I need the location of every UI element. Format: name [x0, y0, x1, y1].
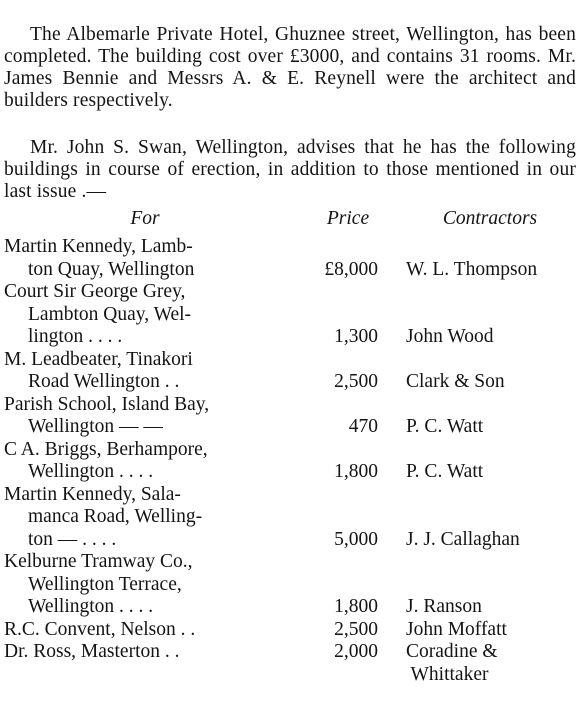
building-name-line: manca Road, Welling-: [28, 506, 203, 527]
building-name-line: Lambton Quay, Wel-: [28, 303, 192, 325]
building-name-line: Wellington . . . .: [28, 461, 154, 482]
header-for: For: [130, 208, 160, 229]
building-name-line: M. Leadbeater, Tinakori: [4, 348, 193, 370]
building-name-line: Wellington . . . .: [28, 596, 154, 617]
building-name: [4, 281, 294, 349]
contractor-name: John Wood: [406, 326, 494, 347]
contractor-name: Coradine & Whittaker: [406, 641, 498, 685]
building-name-line: Kelburne Tramway Co.,: [4, 551, 193, 572]
contractor-name: John Moffatt: [406, 618, 507, 640]
building-name: [4, 439, 294, 484]
building-name: [4, 484, 294, 552]
price-value: 1,300: [334, 326, 378, 347]
building-name: [4, 619, 294, 642]
building-name: [4, 551, 294, 619]
building-name-line: Parish School, Island Bay,: [4, 393, 210, 415]
contractor-name: J. J. Callaghan: [406, 528, 520, 550]
price-value: 2,000: [334, 641, 378, 662]
building-name-line: Wellington Terrace,: [28, 573, 182, 595]
building-name-line: lington . . . .: [28, 326, 123, 347]
price-value: 5,000: [334, 528, 378, 550]
contractor-name: P. C. Watt: [406, 461, 484, 482]
building-name-line: Martin Kennedy, Sala-: [4, 483, 181, 505]
building-name-line: ton — . . . .: [28, 528, 117, 550]
building-name-line: C A. Briggs, Berhampore,: [4, 438, 208, 460]
contractor-name: W. L. Thompson: [406, 258, 538, 280]
price-value: 2,500: [334, 371, 378, 392]
contractor-name: Clark & Son: [406, 371, 505, 392]
price-value: £8,000: [324, 258, 378, 280]
building-name: [4, 641, 294, 664]
building-name-line: Dr. Ross, Masterton . .: [4, 641, 180, 662]
contractor-name: J. Ranson: [406, 596, 482, 617]
hotel-paragraph: The Albemarle Private Hotel, Ghuznee street, Wellington, has been completed. The building cost over £3000, and contains 31 rooms. Mr. James Bennie and Messrs A. & E. Reynell were the architect and builders respectively.: [4, 23, 576, 112]
price-value: 2,500: [334, 618, 378, 640]
building-name-line: ton Quay, Wellington: [28, 258, 195, 280]
header-price: Price: [326, 208, 370, 229]
swan-paragraph: Mr. John S. Swan, Wellington, advises that he has the following buildings in course of erection, in addition to those mentioned in our last issue .—: [4, 136, 576, 202]
building-name: [4, 349, 294, 394]
contractor-name: P. C. Watt: [406, 416, 484, 437]
building-name: [4, 394, 294, 439]
building-name-line: Court Sir George Grey,: [4, 281, 186, 302]
price-value: 1,800: [334, 596, 378, 617]
building-name: [4, 236, 294, 281]
building-name-line: Wellington — —: [28, 416, 163, 437]
price-value: 1,800: [334, 461, 378, 482]
building-name-line: Road Wellington . .: [28, 371, 180, 392]
header-contractors: Contractors: [442, 208, 538, 229]
table-header: [0, 208, 580, 232]
building-name-line: R.C. Convent, Nelson . .: [4, 618, 196, 640]
price-value: 470: [348, 416, 378, 437]
building-name-line: Martin Kennedy, Lamb-: [4, 236, 193, 257]
